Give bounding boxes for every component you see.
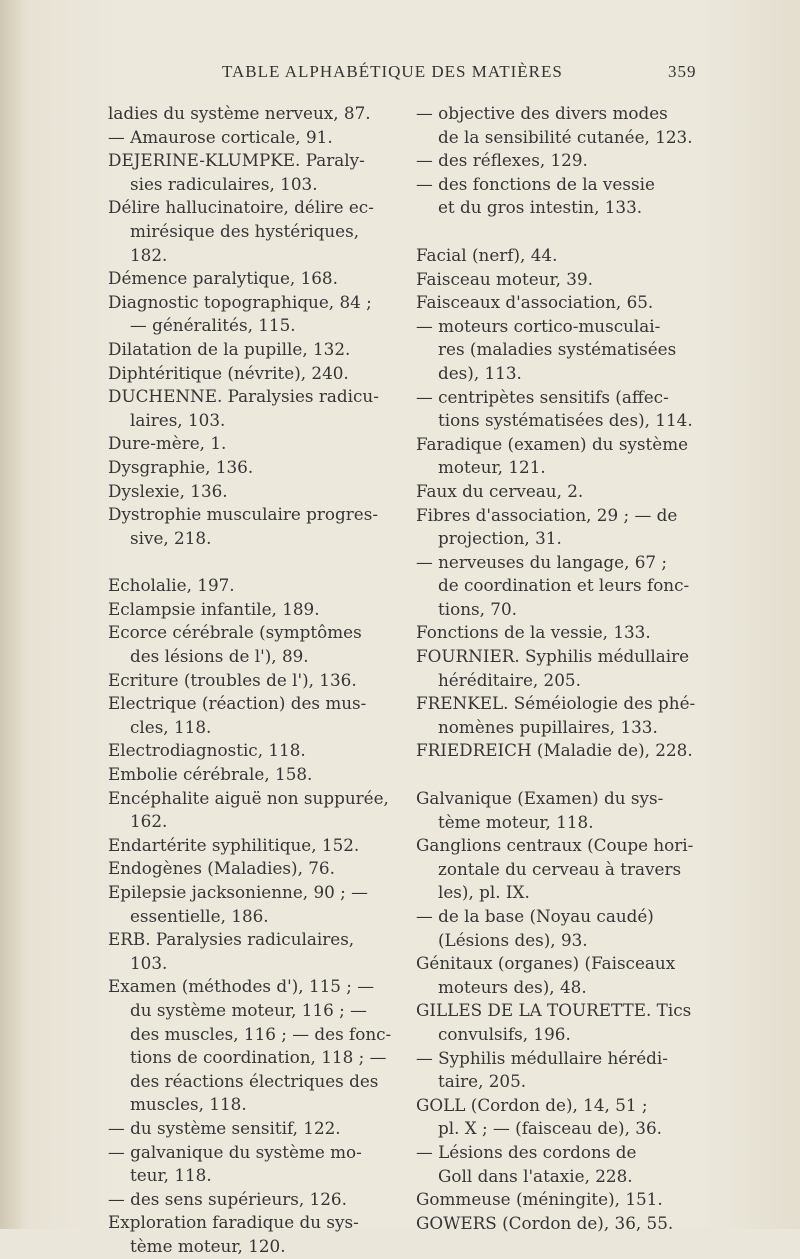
index-entry xyxy=(416,1094,708,1141)
index-entry-line: Endogènes (Maladies), 76. xyxy=(108,858,335,879)
index-entry xyxy=(108,1117,400,1141)
index-entry xyxy=(416,1141,708,1188)
index-entry-line: — des fonctions de la vessie xyxy=(416,173,655,194)
header-title: TABLE ALPHABÉTIQUE DES MATIÈRES xyxy=(222,62,563,81)
index-entry xyxy=(108,196,400,267)
index-entry-line: héréditaire, 205. xyxy=(438,669,581,690)
index-entry-line: Embolie cérébrale, 158. xyxy=(108,764,313,785)
index-entry-line: — galvanique du système mo- xyxy=(108,1141,362,1162)
index-entry xyxy=(416,315,708,386)
index-entry xyxy=(108,857,400,881)
index-entry xyxy=(108,787,400,834)
index-entry xyxy=(416,645,708,692)
index-entry-line: tions de coordination, 118 ; — xyxy=(130,1047,387,1068)
index-entry-line: ERB. Paralysies radiculaires, xyxy=(108,929,355,950)
index-entry xyxy=(416,787,708,834)
index-entry-line: DEJERINE-KLUMPKE. Paraly- xyxy=(108,150,365,171)
section-gap xyxy=(416,763,708,787)
index-entry-line: Génitaux (organes) (Faisceaux xyxy=(416,953,676,974)
index-entry-line: — nerveuses du langage, 67 ; xyxy=(416,551,668,572)
index-entry-line: — des réflexes, 129. xyxy=(416,150,588,171)
index-entry-line: Examen (méthodes d'), 115 ; — xyxy=(108,976,375,997)
index-entry-line: laires, 103. xyxy=(130,409,226,430)
index-entry xyxy=(108,881,400,928)
index-entry-line: de la sensibilité cutanée, 123. xyxy=(438,126,693,147)
index-entry xyxy=(416,1188,708,1212)
index-entry-line: sies radiculaires, 103. xyxy=(130,173,318,194)
index-entry-line: GOWERS (Cordon de), 36, 55. xyxy=(416,1212,674,1233)
index-entry-line: Fibres d'association, 29 ; — de xyxy=(416,504,678,525)
index-entry xyxy=(416,834,708,905)
index-entry-line: Faisceaux d'association, 65. xyxy=(416,292,654,313)
index-entry-line: Dystrophie musculaire progres- xyxy=(108,504,379,525)
index-entry-line: FRENKEL. Séméiologie des phé- xyxy=(416,693,696,714)
index-entry-line: — des sens supérieurs, 126. xyxy=(108,1188,347,1209)
index-entry-line: FOURNIER. Syphilis médullaire xyxy=(416,646,690,667)
index-entry xyxy=(416,692,708,739)
index-entry-line: (Lésions des), 93. xyxy=(438,929,588,950)
index-entry xyxy=(416,621,708,645)
index-entry xyxy=(108,362,400,386)
index-entry xyxy=(108,456,400,480)
index-entry xyxy=(416,268,708,292)
index-entry xyxy=(108,739,400,763)
index-entry-line: Goll dans l'ataxie, 228. xyxy=(438,1165,633,1186)
index-entry-line: sive, 218. xyxy=(130,527,212,548)
index-entry xyxy=(416,433,708,480)
index-entry-line: Facial (nerf), 44. xyxy=(416,244,558,265)
index-entry-line: tème moteur, 118. xyxy=(438,811,594,832)
index-entry xyxy=(416,244,708,268)
index-entry-line: des muscles, 116 ; — des fonc- xyxy=(130,1023,392,1044)
index-entry xyxy=(416,905,708,952)
index-entry-line: de coordination et leurs fonc- xyxy=(438,575,690,596)
index-entry xyxy=(108,834,400,858)
index-entry xyxy=(416,999,708,1046)
index-entry-line: tions systématisées des), 114. xyxy=(438,410,693,431)
index-entry-line: Gommeuse (méningite), 151. xyxy=(416,1189,663,1210)
index-entry xyxy=(416,739,708,763)
index-entry xyxy=(416,1047,708,1094)
index-entry-line: zontale du cerveau à travers xyxy=(438,858,682,879)
index-entry xyxy=(108,1211,400,1258)
index-entry-line: des lésions de l'), 89. xyxy=(130,646,309,667)
index-entry xyxy=(108,338,400,362)
section-gap xyxy=(108,550,400,574)
index-entry-line: Dure-mère, 1. xyxy=(108,433,227,454)
index-entry-line: cles, 118. xyxy=(130,716,212,737)
index-entry xyxy=(108,503,400,550)
index-entry-line: — de la base (Noyau caudé) xyxy=(416,906,654,926)
index-entry-line: — moteurs cortico-musculai- xyxy=(416,315,661,336)
index-entry-line: Délire hallucinatoire, délire ec- xyxy=(108,197,374,218)
index-column-left xyxy=(108,102,400,1259)
index-entry xyxy=(108,621,400,668)
index-entry xyxy=(108,692,400,739)
index-entry-line: — généralités, 115. xyxy=(130,315,296,336)
index-entry-line: Faisceau moteur, 39. xyxy=(416,268,593,289)
index-entry xyxy=(108,669,400,693)
index-entry-line: Encéphalite aiguë non suppurée, xyxy=(108,787,389,808)
index-entry xyxy=(108,928,400,975)
index-entry xyxy=(416,173,708,220)
index-entry xyxy=(416,551,708,622)
index-entry xyxy=(416,149,708,173)
index-entry-line: des), 113. xyxy=(438,362,522,383)
index-entry-line: Faradique (examen) du système xyxy=(416,433,689,454)
index-entry-line: Ecorce cérébrale (symptômes xyxy=(108,622,362,643)
page-binding-shadow xyxy=(0,0,22,1229)
index-entry-line: nomènes pupillaires, 133. xyxy=(438,716,658,737)
index-entry-line: Electrodiagnostic, 118. xyxy=(108,740,306,761)
index-entry xyxy=(108,126,400,150)
index-entry-line: moteurs des), 48. xyxy=(438,976,587,997)
index-entry xyxy=(108,1188,400,1212)
index-entry xyxy=(108,1141,400,1188)
index-entry xyxy=(416,952,708,999)
index-entry-line: — Amaurose corticale, 91. xyxy=(108,126,333,147)
index-entry-line: essentielle, 186. xyxy=(130,905,269,926)
index-entry-line: teur, 118. xyxy=(130,1165,212,1186)
index-entry-line: muscles, 118. xyxy=(130,1094,247,1115)
index-entry-line: DUCHENNE. Paralysies radicu- xyxy=(108,386,379,407)
index-entry-line: Echolalie, 197. xyxy=(108,575,235,596)
page-number: 359 xyxy=(668,62,697,81)
index-entry xyxy=(108,385,400,432)
index-entry-line: Fonctions de la vessie, 133. xyxy=(416,622,651,643)
index-entry-line: moteur, 121. xyxy=(438,457,546,478)
index-entry-line: pl. X ; — (faisceau de), 36. xyxy=(438,1118,662,1139)
index-entry-line: projection, 31. xyxy=(438,528,562,549)
index-entry-line: GOLL (Cordon de), 14, 51 ; xyxy=(416,1094,648,1115)
index-entry-line: Diagnostic topographique, 84 ; xyxy=(108,291,372,312)
index-entry xyxy=(108,763,400,787)
section-gap xyxy=(416,220,708,244)
index-entry-line: Démence paralytique, 168. xyxy=(108,268,338,289)
index-entry-line: — objective des divers modes xyxy=(416,103,668,123)
index-entry-line: — du système sensitif, 122. xyxy=(108,1117,341,1138)
index-entry-line: Faux du cerveau, 2. xyxy=(416,480,584,501)
index-entry xyxy=(108,432,400,456)
index-entry xyxy=(416,480,708,504)
index-entry xyxy=(108,598,400,622)
index-entry xyxy=(108,102,400,126)
index-entry-line: — Lésions des cordons de xyxy=(416,1141,637,1162)
index-entry xyxy=(108,480,400,504)
index-entry-line: convulsifs, 196. xyxy=(438,1023,571,1044)
index-entry-line: Dysgraphie, 136. xyxy=(108,456,254,477)
index-entry-line: tions, 70. xyxy=(438,598,517,619)
index-entry-line: Epilepsie jacksonienne, 90 ; — xyxy=(108,882,368,902)
index-entry-line: Dyslexie, 136. xyxy=(108,480,228,501)
index-entry-line: — centripètes sensitifs (affec- xyxy=(416,386,669,407)
index-entry-line: Ganglions centraux (Coupe hori- xyxy=(416,835,694,856)
index-entry-line: 103. xyxy=(130,952,168,973)
index-entry-line: des réactions électriques des xyxy=(130,1070,379,1091)
index-entry-line: Dilatation de la pupille, 132. xyxy=(108,338,351,359)
index-entry xyxy=(416,102,708,149)
index-entry-line: GILLES DE LA TOURETTE. Tics xyxy=(416,1000,692,1021)
index-entry-line: 162. xyxy=(130,811,168,832)
index-entry-line: mirésique des hystériques, xyxy=(130,220,360,241)
index-entry-line: Diphtéritique (névrite), 240. xyxy=(108,362,349,383)
index-entry-line: Galvanique (Examen) du sys- xyxy=(416,788,664,809)
index-entry xyxy=(416,291,708,315)
index-entry-line: tème moteur, 120. xyxy=(130,1235,286,1256)
index-entry xyxy=(416,386,708,433)
index-entry xyxy=(108,267,400,291)
index-entry-line: Exploration faradique du sys- xyxy=(108,1212,359,1233)
index-entry-line: 182. xyxy=(130,244,168,265)
index-entry xyxy=(416,1212,708,1236)
index-entry xyxy=(108,574,400,598)
index-entry-line: — Syphilis médullaire hérédi- xyxy=(416,1047,668,1068)
index-entry-line: Ecriture (troubles de l'), 136. xyxy=(108,669,357,690)
index-entry xyxy=(108,149,400,196)
index-entry-line: Eclampsie infantile, 189. xyxy=(108,598,320,619)
index-column-right xyxy=(416,102,708,1235)
index-entry-line: res (maladies systématisées xyxy=(438,339,677,360)
index-entry-line: ladies du système nerveux, 87. xyxy=(108,103,371,123)
index-entry xyxy=(108,291,400,338)
index-entry-line: FRIEDREICH (Maladie de), 228. xyxy=(416,740,693,761)
index-entry xyxy=(416,504,708,551)
index-entry-line: Endartérite syphilitique, 152. xyxy=(108,834,360,855)
index-entry-line: taire, 205. xyxy=(438,1071,527,1092)
index-entry-line: et du gros intestin, 133. xyxy=(438,197,643,218)
index-entry xyxy=(108,975,400,1117)
index-entry-line: du système moteur, 116 ; — xyxy=(130,999,367,1020)
index-entry-line: Electrique (réaction) des mus- xyxy=(108,693,367,714)
index-entry-line: les), pl. IX. xyxy=(438,882,530,903)
